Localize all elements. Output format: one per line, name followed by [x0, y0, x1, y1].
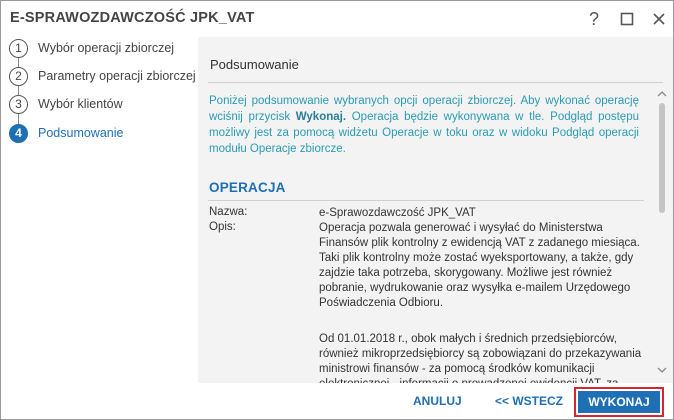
step-item-4[interactable] — [9, 122, 123, 144]
divider — [208, 82, 663, 83]
intro-text-end: Operacja będzie wykonywana w tle. Podgląd postępu możliwy jest za pomocą widżetu Operacje w toku oraz w widoku Podgląd operacji modułu Operacje zbiorcze. — [209, 111, 639, 155]
description-paragraph: Operacja pozwala generować i wysyłać do Ministerstwa Finansów plik kontrolny z ewidencją VAT z zadanego miesiąca. Taki plik kontrolny może zostać wyeksportowany, a także, gdy zajdzie taka potrzeba, skorygowany. Możliwe jest również pobranie, wydrukowanie oraz wysyłka e-mailem Urzędowego Poświadczenia Odbioru. — [319, 222, 640, 309]
help-icon[interactable]: ? — [588, 8, 599, 29]
step-number: 3 — [9, 95, 28, 114]
section-heading-operation: OPERACJA — [209, 180, 286, 195]
panel-title: Podsumowanie — [210, 57, 299, 72]
back-button[interactable]: << WSTECZ — [495, 394, 564, 408]
step-item-1[interactable] — [9, 37, 174, 59]
name-value: e-Sprawozdawczość JPK_VAT — [319, 207, 476, 219]
description-label: Opis: — [209, 221, 236, 233]
step-label: Wybór klientów — [38, 97, 123, 111]
description-value — [319, 221, 649, 407]
step-label: Parametry operacji zbiorczej — [38, 69, 196, 83]
name-label: Nazwa: — [209, 206, 248, 218]
chevron-down-icon[interactable] — [655, 366, 669, 378]
step-label: Wybór operacji zbiorczej — [38, 41, 175, 55]
step-number: 2 — [9, 67, 28, 86]
step-number: 1 — [9, 39, 28, 58]
chevron-up-icon[interactable] — [655, 90, 669, 102]
summary-intro — [209, 93, 639, 157]
divider — [208, 200, 644, 201]
step-number: 4 — [9, 124, 28, 143]
title-bar[interactable] — [1, 1, 673, 37]
summary-panel — [198, 37, 673, 383]
vertical-scrollbar[interactable] — [655, 90, 669, 378]
step-label: Podsumowanie — [38, 126, 124, 140]
maximize-icon[interactable] — [615, 7, 639, 31]
step-item-2[interactable] — [9, 65, 196, 87]
wizard-steps — [1, 37, 197, 383]
cancel-button[interactable]: ANULUJ — [413, 394, 462, 408]
step-item-3[interactable] — [9, 93, 123, 115]
scrollbar-thumb[interactable] — [659, 103, 665, 213]
summary-scroll-area[interactable] — [198, 87, 673, 383]
window-title: E-SPRAWOZDAWCZOŚĆ JPK_VAT — [10, 10, 255, 26]
dialog-footer — [1, 383, 673, 419]
execute-button[interactable] — [574, 387, 664, 417]
intro-execute-hint: Wykonaj. — [295, 111, 347, 123]
description-paragraph: Od 01.01.2018 r., obok małych i średnich przedsiębiorców, również mikroprzedsiębiorcy są zobowiązani do przekazywania ministrowi finansów - za pomocą środków komunikacji — [319, 333, 642, 375]
execute-button-label: WYKONAJ — [578, 391, 660, 413]
close-icon[interactable] — [647, 7, 671, 31]
intro-text: Poniżej podsumowanie wybranych opcji operacji zbiorczej. Aby wykonać operację wciśnij przycisk — [209, 95, 639, 123]
